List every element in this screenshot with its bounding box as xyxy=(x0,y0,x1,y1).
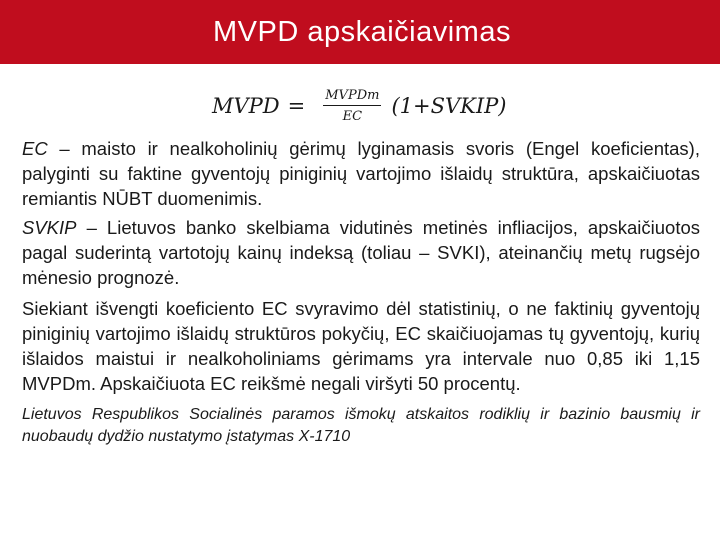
term-ec: EC xyxy=(22,138,48,159)
formula-fraction xyxy=(323,88,381,124)
formula-lhs: MVPD xyxy=(212,94,280,118)
term-svkip: SVKIP xyxy=(22,217,77,238)
formula-factor: (1+SVKIP) xyxy=(391,94,507,118)
formula-denominator: EC xyxy=(342,109,363,124)
formula-equals: = xyxy=(287,94,306,118)
paragraph-svkip xyxy=(22,215,700,290)
slide-title: MVPD apskaičiavimas xyxy=(213,15,511,48)
definition-ec: – maisto ir nealkoholinių gėrimų lyginamasis svoris (Engel koeficientas), palyginti su faktine gyventojų piniginių vartojimo išlaidų struktūra, apskaičiuotas remiantis NŪBT duomenimis. xyxy=(22,138,700,209)
definition-svkip: – Lietuvos banko skelbiama vidutinės metinės infliacijos, apskaičiuotos pagal suderintą vartotojų kainų indeksą (toliau – SVKI), ateinančių metų rugsėjo mėnesio prognozė. xyxy=(22,217,700,288)
paragraph-ec xyxy=(22,136,700,211)
slide-title-bar xyxy=(0,0,720,64)
mvpd-formula xyxy=(212,80,506,132)
formula-numerator: MVPDm xyxy=(323,88,381,106)
law-reference: Lietuvos Respublikos Socialinės paramos išmokų atskaitos rodiklių ir bazinio bausmių ir nuobaudų dydžio nustatymo įstatymas X-1710 xyxy=(22,406,700,445)
paragraph-note: Siekiant išvengti koeficiento EC svyravimo dėl statistinių, o ne faktinių gyventojų piniginių vartojimo išlaidų struktūros pokyčių, EC skaičiuojamas tų gyventojų, kurių išlaidos maistui ir nealkoholiniams gėrimams yra intervale nuo 0,85 iki 1,15 MVPDm. Apskaičiuota EC reikšmė negali viršyti 50 procentų. xyxy=(22,298,700,394)
slide-body xyxy=(22,136,700,448)
